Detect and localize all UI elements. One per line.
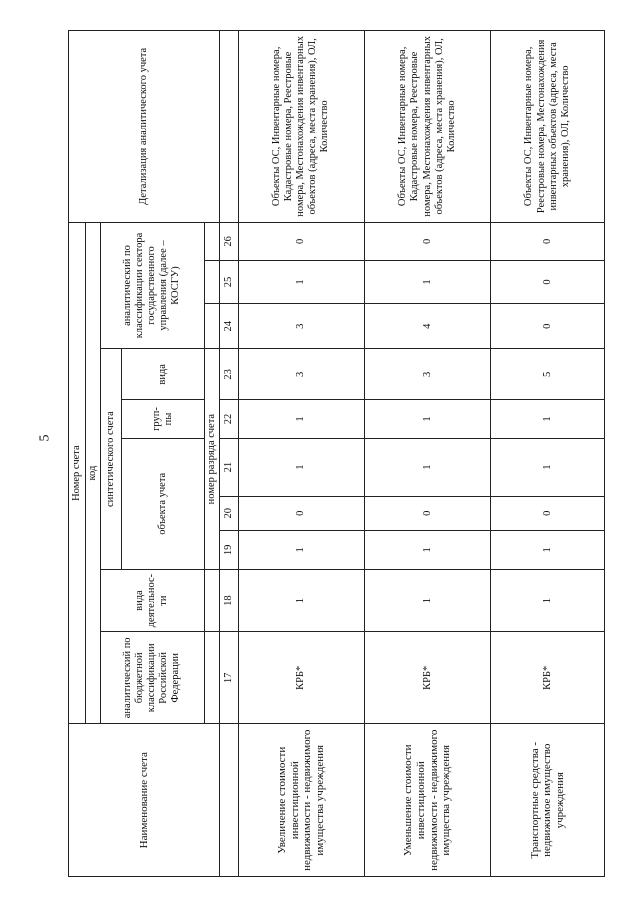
digit-19: 1 bbox=[364, 530, 490, 569]
header-code: код bbox=[85, 222, 101, 724]
account-name: Уменьшение стоимости инвестиционной недвижимости - недвижимого имущества учреждения bbox=[364, 724, 490, 877]
col-number: 21 bbox=[220, 438, 239, 496]
header-spacer-17 bbox=[204, 632, 220, 724]
digit-20: 0 bbox=[364, 496, 490, 530]
digit-24: 0 bbox=[491, 304, 605, 349]
account-name: Увеличение стоимости инвестиционной недвижимости - недвижимого имущества учреждения bbox=[238, 724, 364, 877]
col-number: 17 bbox=[220, 632, 239, 724]
account-name: Транспортные средства - недвижимое имущество учреждения bbox=[491, 724, 605, 877]
digit-25: 0 bbox=[491, 260, 605, 303]
header-kind: вида bbox=[121, 349, 204, 400]
col-number: 24 bbox=[220, 304, 239, 349]
header-analytic-budget: аналитический по бюджетной классификации Российской Федерации bbox=[101, 632, 204, 724]
digit-23: 3 bbox=[364, 349, 490, 400]
digit-26: 0 bbox=[491, 222, 605, 260]
digit-25: 1 bbox=[238, 260, 364, 303]
digit-23: 3 bbox=[238, 349, 364, 400]
digit-21: 1 bbox=[238, 438, 364, 496]
digit-24: 4 bbox=[364, 304, 490, 349]
header-synthetic: синтетического счета bbox=[101, 349, 122, 570]
digit-20: 0 bbox=[491, 496, 605, 530]
table-row bbox=[364, 31, 490, 877]
digit-24: 3 bbox=[238, 304, 364, 349]
header-name-col: Наименование счета bbox=[69, 724, 220, 877]
header-analytic-kosgu: аналитический по классификации сектора государственного управления (далее – КОСГУ) bbox=[101, 222, 204, 349]
digit-19: 1 bbox=[491, 530, 605, 569]
detail-cell: Объекты ОС, Инвентарные номера, Кадастровые номера, Реестровые номера, Местонахождения инвентарных объектов (адреса, места хранения), ОЛ, Количество bbox=[238, 31, 364, 223]
digit-19: 1 bbox=[238, 530, 364, 569]
header-account-number: Номер счета bbox=[69, 222, 86, 724]
col-number: 26 bbox=[220, 222, 239, 260]
digit-26: 0 bbox=[238, 222, 364, 260]
rotated-table-container bbox=[68, 30, 605, 877]
header-detail: Детализация аналитического учета bbox=[69, 31, 220, 223]
header-spacer-26 bbox=[204, 222, 220, 260]
digit-25: 1 bbox=[364, 260, 490, 303]
header-spacer-24 bbox=[204, 304, 220, 349]
digit-18: 1 bbox=[491, 569, 605, 631]
table-row bbox=[491, 31, 605, 877]
digit-21: 1 bbox=[491, 438, 605, 496]
header-digit-number: номер разряда счета bbox=[204, 349, 220, 570]
krb-cell: КРБ* bbox=[238, 632, 364, 724]
col-number: 18 bbox=[220, 569, 239, 631]
col-number: 23 bbox=[220, 349, 239, 400]
table-row bbox=[238, 31, 364, 877]
digit-26: 0 bbox=[364, 222, 490, 260]
col-number: 20 bbox=[220, 496, 239, 530]
digit-22: 1 bbox=[238, 400, 364, 438]
col-number: 19 bbox=[220, 530, 239, 569]
digit-23: 5 bbox=[491, 349, 605, 400]
header-spacer-18 bbox=[204, 569, 220, 631]
col-number-blank bbox=[220, 724, 239, 877]
accounts-table bbox=[68, 30, 605, 877]
col-number: 25 bbox=[220, 260, 239, 303]
col-number: 22 bbox=[220, 400, 239, 438]
digit-20: 0 bbox=[238, 496, 364, 530]
detail-cell: Объекты ОС, Инвентарные номера, Реестровые номера, Местонахождения инвентарных объектов (адреса, места хранения), ОЛ, Количество bbox=[491, 31, 605, 223]
header-activity-type: вида деятельнос-ти bbox=[101, 569, 204, 631]
header-spacer-25 bbox=[204, 260, 220, 303]
header-object: объекта учета bbox=[121, 438, 204, 569]
col-number-blank bbox=[220, 31, 239, 223]
digit-18: 1 bbox=[364, 569, 490, 631]
digit-22: 1 bbox=[491, 400, 605, 438]
digit-21: 1 bbox=[364, 438, 490, 496]
detail-cell: Объекты ОС, Инвентарные номера, Кадастровые номера, Реестровые номера, Местонахождения инвентарных объектов (адреса, места хранения), ОЛ, Количество bbox=[364, 31, 490, 223]
digit-18: 1 bbox=[238, 569, 364, 631]
krb-cell: КРБ* bbox=[491, 632, 605, 724]
digit-22: 1 bbox=[364, 400, 490, 438]
page-number: 5 bbox=[37, 434, 53, 442]
header-group: груп-пы bbox=[121, 400, 204, 438]
krb-cell: КРБ* bbox=[364, 632, 490, 724]
